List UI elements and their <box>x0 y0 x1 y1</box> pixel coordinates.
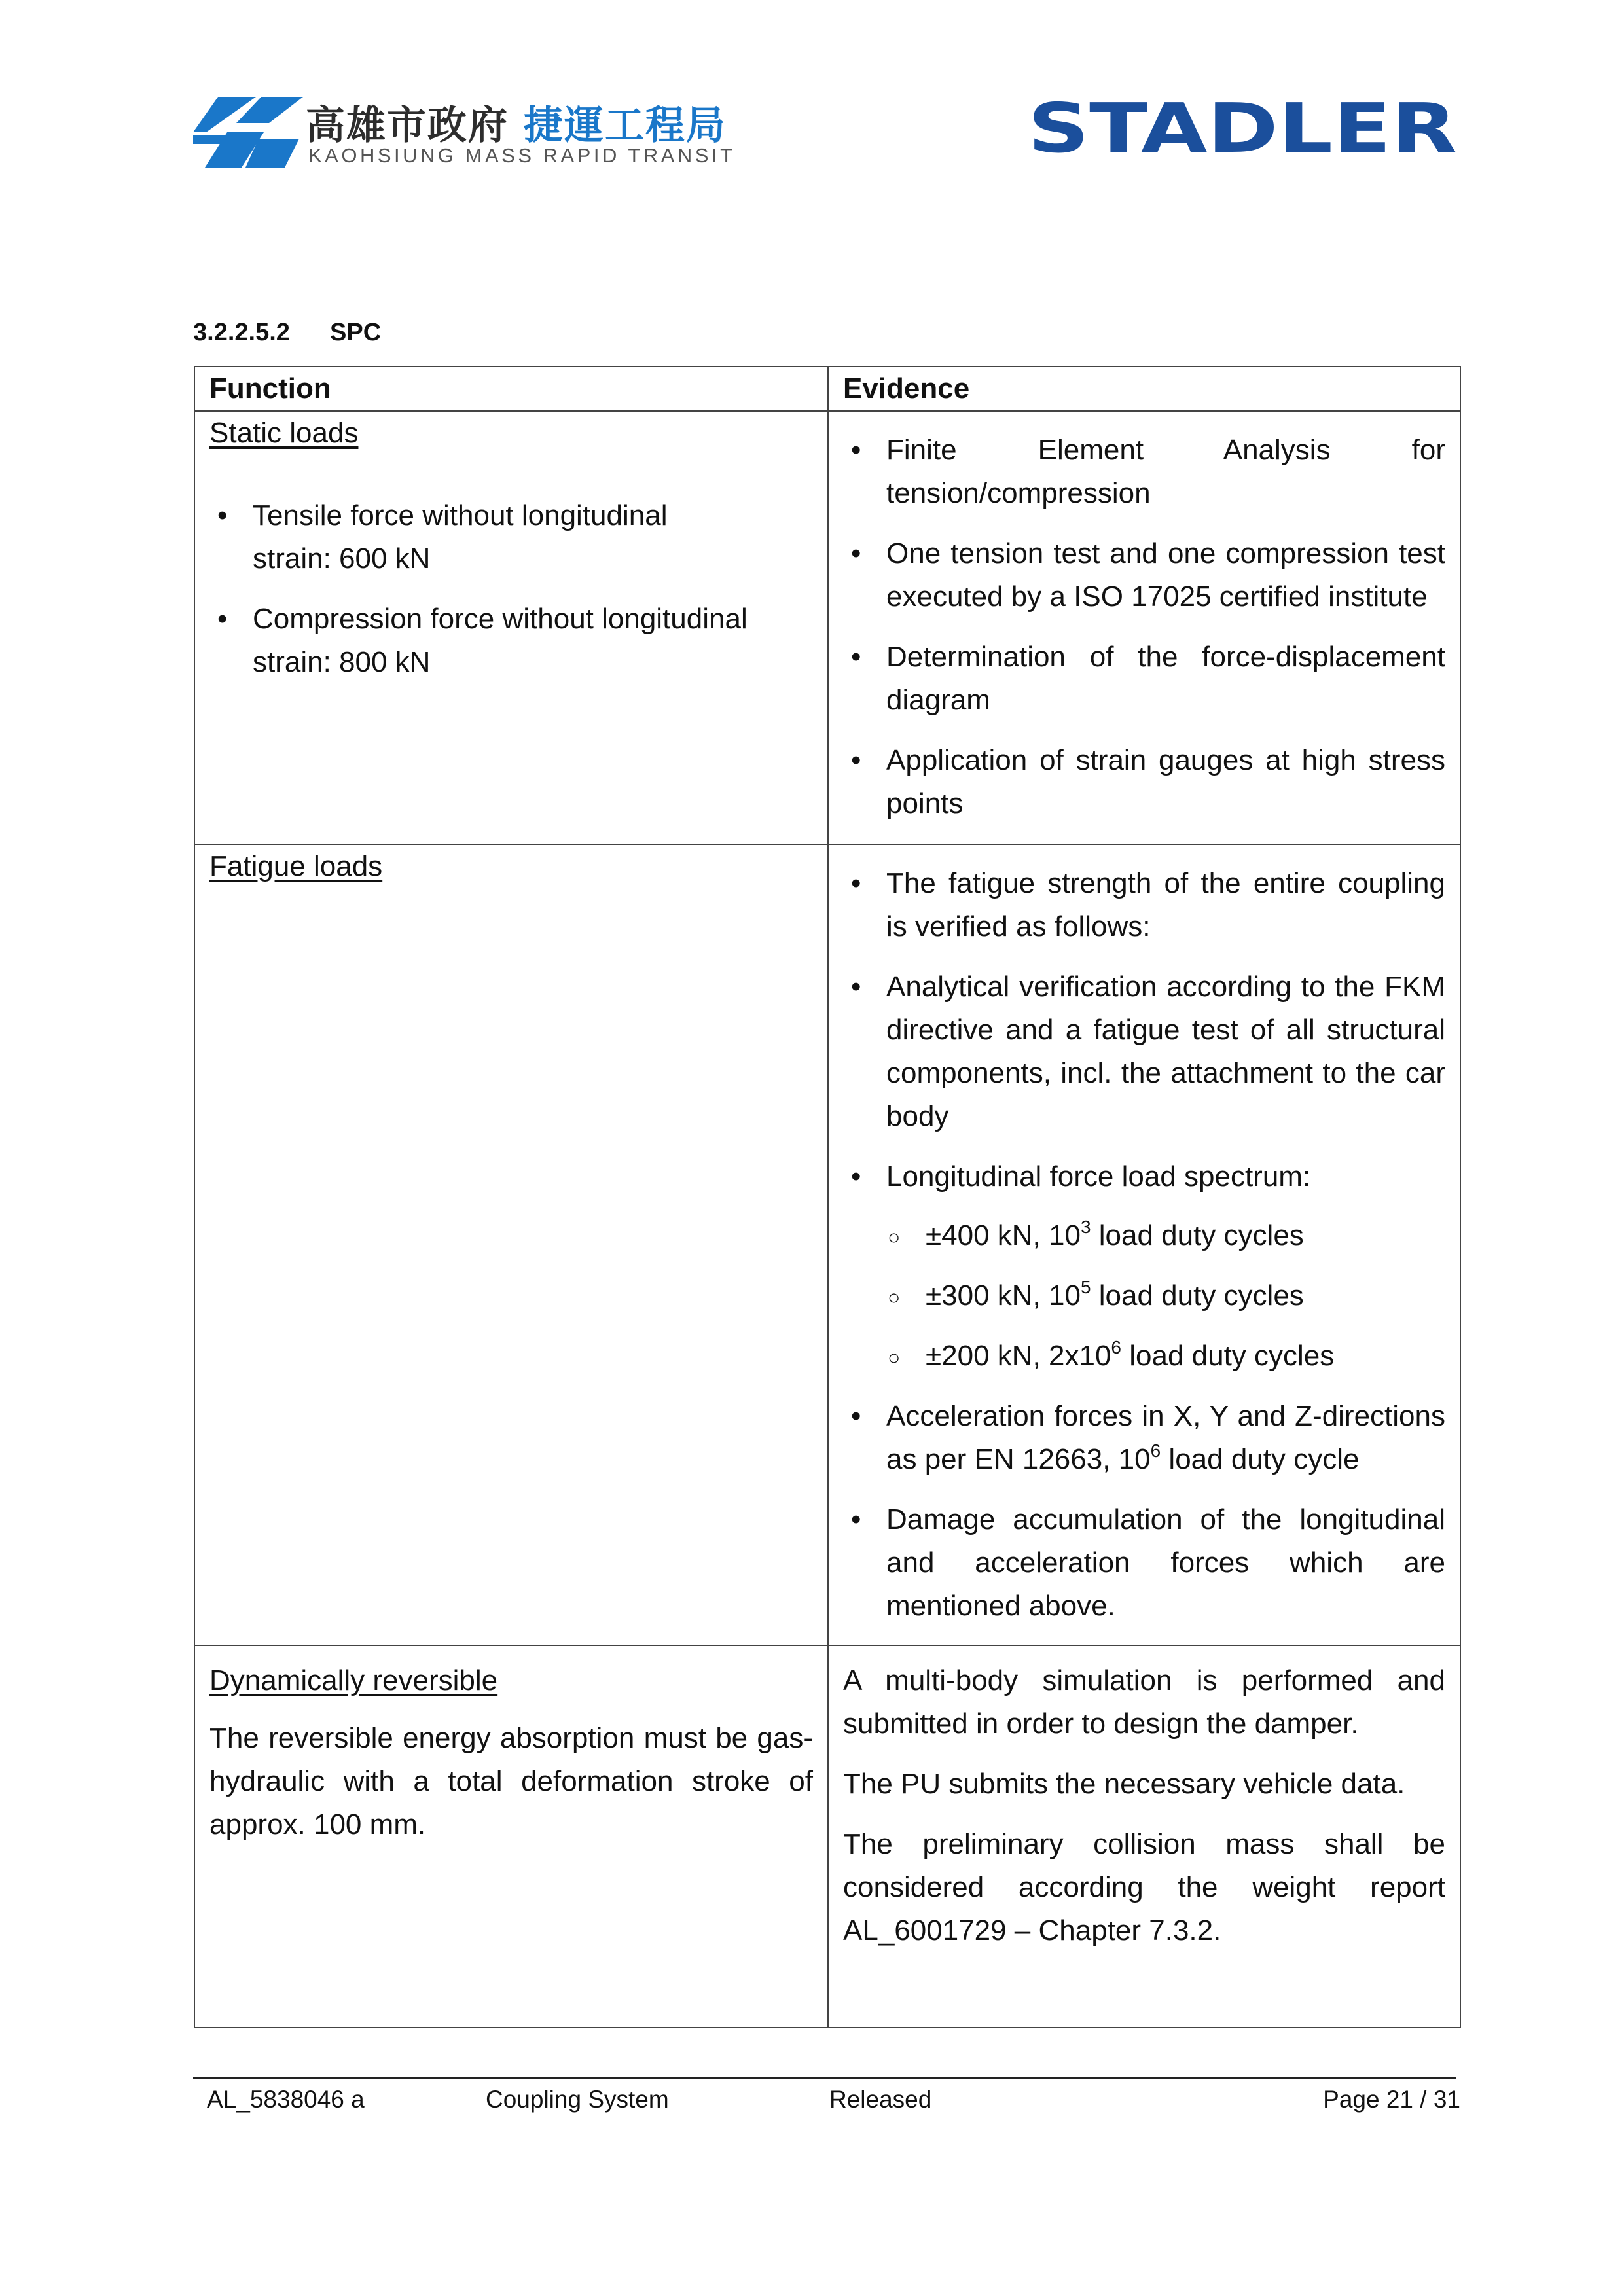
list-item: • The fatigue strength of the entire coupling is verified as follows: <box>843 862 1445 948</box>
function-evidence-table <box>194 366 1461 2028</box>
function-bullet-list <box>209 494 813 684</box>
list-item <box>886 1214 1445 1257</box>
list-item: • Analytical verification according to the FKM directive and a fatigue test of all structural components, incl. the attachment to the car body <box>843 965 1445 1138</box>
acceleration-text: Acceleration forces in X, Y and Z-directions as per EN 12663, 10 <box>886 1400 1445 1475</box>
kmrt-chinese-name <box>306 94 727 151</box>
evidence-paragraph: The PU submits the necessary vehicle data. <box>843 1768 1405 1800</box>
spectrum-unit: load duty cycles <box>1091 1280 1304 1312</box>
list-item: • Compression force without longitudinal strain: 800 kN <box>209 598 813 684</box>
evidence-cell <box>828 411 1460 844</box>
table-row <box>194 1645 1460 2028</box>
column-header-evidence: Evidence <box>828 367 1460 411</box>
evidence-bullet-list <box>843 429 1445 825</box>
section-heading <box>193 319 381 347</box>
stadler-logo <box>1028 98 1460 157</box>
evidence-paragraph: The preliminary collision mass shall be considered according the weight report AL_6001729 – Chapter 7.3.2. <box>843 1828 1445 1946</box>
column-header-function: Function <box>194 367 828 411</box>
table-header-row <box>194 367 1460 411</box>
list-item <box>886 1335 1445 1378</box>
spectrum-exponent: 5 <box>1080 1277 1091 1297</box>
spectrum-value: ±200 kN, 2x10 <box>926 1340 1111 1372</box>
list-item: • Tensile force without longitudinal strain: 600 kN <box>209 494 813 581</box>
spectrum-unit: load duty cycles <box>1121 1340 1335 1372</box>
table-row <box>194 411 1460 844</box>
stadler-wordmark: STADLER <box>1028 98 1457 157</box>
footer-divider <box>193 2077 1456 2079</box>
list-item: • Application of strain gauges at high stress points <box>843 739 1445 825</box>
footer-doc-id: AL_5838046 a <box>207 2086 365 2113</box>
function-cell <box>194 844 828 1645</box>
load-spectrum-label: Longitudinal force load spectrum: <box>886 1160 1311 1193</box>
spectrum-unit: load duty cycles <box>1091 1219 1304 1251</box>
kmrt-logo <box>193 92 736 173</box>
kmrt-english-name: KAOHSIUNG MASS RAPID TRANSIT <box>308 144 736 167</box>
function-cell <box>194 411 828 844</box>
footer-status: Released <box>829 2086 932 2113</box>
list-item: • Determination of the force-displacement diagram <box>843 636 1445 722</box>
kmrt-k-logo-icon <box>193 92 304 170</box>
function-cell <box>194 1645 828 2028</box>
list-item: • Damage accumulation of the longitudinal and acceleration forces which are mentioned above. <box>843 1498 1445 1628</box>
function-title: Dynamically reversible <box>209 1664 498 1696</box>
section-title: SPC <box>330 319 382 346</box>
evidence-paragraphs <box>843 1659 1445 1952</box>
list-item: • One tension test and one compression test executed by a ISO 17025 certified institute <box>843 532 1445 619</box>
acceleration-exponent: 6 <box>1150 1441 1161 1461</box>
footer-page-number: Page 21 / 31 <box>1323 2086 1460 2113</box>
evidence-cell <box>828 844 1460 1645</box>
spectrum-exponent: 6 <box>1111 1337 1121 1357</box>
list-item <box>886 1274 1445 1318</box>
function-description: The reversible energy absorption must be gas-hydraulic with a total deformation stroke of approx. 100 mm. <box>209 1722 813 1840</box>
footer-doc-title: Coupling System <box>486 2086 669 2113</box>
spectrum-exponent: 3 <box>1080 1217 1091 1237</box>
function-title: Static loads <box>209 417 359 449</box>
spectrum-value: ±400 kN, 10 <box>926 1219 1081 1251</box>
evidence-bullet-list <box>843 862 1445 1628</box>
function-title: Fatigue loads <box>209 850 383 882</box>
evidence-paragraph: A multi-body simulation is performed and submitted in order to design the damper. <box>843 1664 1445 1740</box>
kmrt-chinese-blue: 捷運工程局 <box>523 103 727 149</box>
acceleration-suffix: load duty cycle <box>1161 1443 1360 1475</box>
table-row <box>194 844 1460 1645</box>
kmrt-chinese-dark: 高雄市政府 <box>306 103 509 149</box>
list-item: • Finite Element Analysis for tension/compression <box>843 429 1445 515</box>
load-spectrum-list <box>886 1214 1445 1378</box>
section-number: 3.2.2.5.2 <box>193 319 290 346</box>
list-item <box>843 1155 1445 1378</box>
list-item <box>843 1395 1445 1481</box>
evidence-cell <box>828 1645 1460 2028</box>
spectrum-value: ±300 kN, 10 <box>926 1280 1081 1312</box>
